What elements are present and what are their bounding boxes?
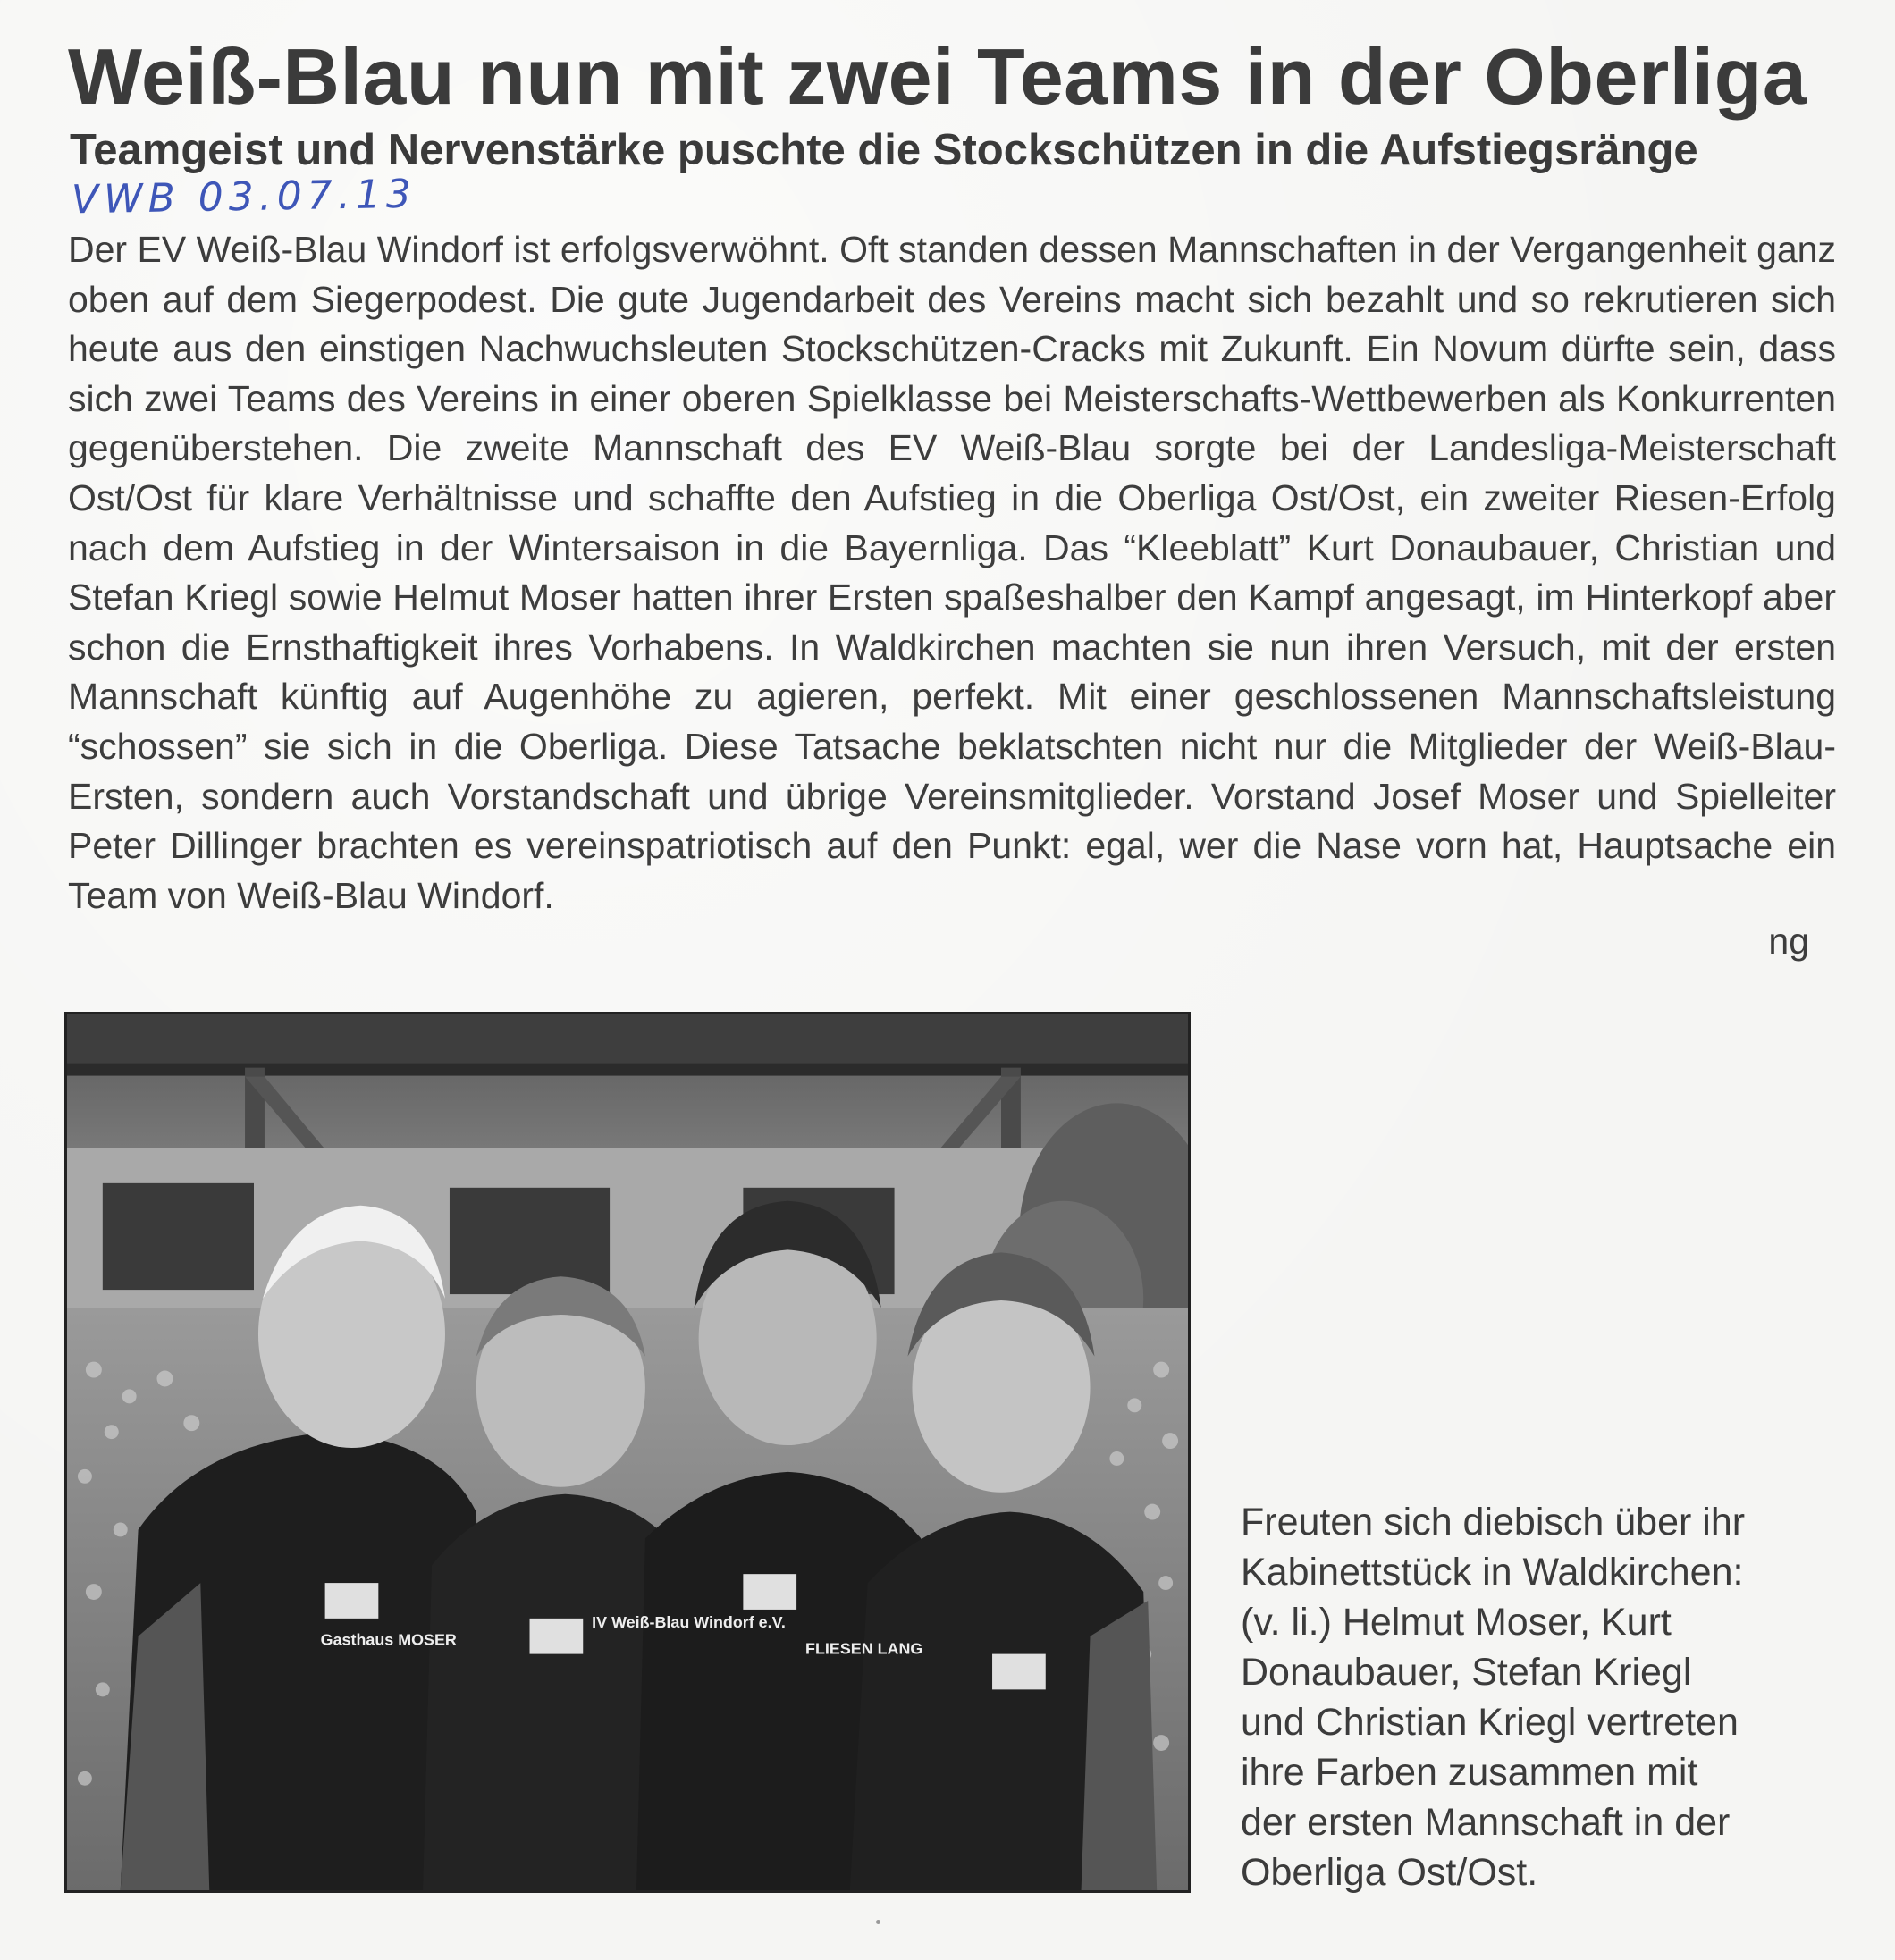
photo-caption (1241, 1497, 1866, 1897)
caption-line: der ersten Mannschaft in der (1241, 1801, 1731, 1844)
caption-line: und Christian Kriegl vertreten (1241, 1701, 1739, 1744)
caption-line: Donaubauer, Stefan Kriegl (1241, 1651, 1692, 1694)
article-body: Der EV Weiß-Blau Windorf ist erfolgsverwöhnt. Oft standen dessen Mannschaften in der Vergangenheit ganz oben auf dem Siegerpodest. Die gute Jugendarbeit des Vereins macht sich bezahlt und so rekrutieren sich heute aus den einstigen Nachwuchsleuten Stockschützen-Cracks mit Zukunft. Ein Novum dürfte sein, dass sich zwei Teams des Vereins in einer oberen Spielklasse bei Meisterschafts-Wettbewerben als Konkurrenten gegenüberstehen. Die zweite Mannschaft des EV Weiß-Blau sorgte bei der Landesliga-Meisterschaft Ost/Ost für klare Verhältnisse und schaffte den Aufstieg in die Oberliga Ost/Ost, ein zweiter Riesen-Erfolg nach dem Aufstieg in der Wintersaison in die Bayernliga. Das “Kleeblatt” Kurt Donaubauer, Christian und Stefan Kriegl sowie Helmut Moser hatten ihrer Ersten spaßeshalber den Kampf angesagt, im Hinterkopf aber schon die Ernsthaftigkeit ihres Vorhabens. In Waldkirchen machten sie nun ihren Versuch, mit der ersten Mannschaft künftig auf Augenhöhe zu agieren, perfekt. Mit einer geschlossenen Mannschaftsleistung “schossen” sie sich in die Oberliga. Diese Tatsache beklatschten nicht nur die Mitglieder der Weiß-Blau-Ersten, sondern auch Vorstandschaft und übrige Vereinsmitglieder. Vorstand Josef Moser und Spielleiter Peter Dillinger brachten es vereinspatriotisch auf den Punkt: egal, wer die Nase vorn hat, Hauptsache ein Team von Weiß-Blau Windorf. (68, 229, 1836, 916)
jersey-print-2: FLIESEN LANG (805, 1639, 923, 1658)
article-headline: Weiß-Blau nun mit zwei Teams in der Oberliga (68, 32, 1807, 121)
caption-line: ihre Farben zusammen mit (1241, 1751, 1698, 1794)
team-photo-illustration (67, 1014, 1188, 1890)
caption-line: Kabinettstück in Waldkirchen: (1241, 1551, 1744, 1594)
handwritten-date-note: VWB 03.07.13 (71, 171, 417, 223)
team-photo (64, 1012, 1191, 1893)
caption-line: Oberliga Ost/Ost. (1241, 1851, 1538, 1894)
article-subheadline: Teamgeist und Nervenstärke puschte die Stockschützen in die Aufstiegsränge (70, 126, 1698, 174)
author-initials: ng (1768, 921, 1809, 962)
caption-line: (v. li.) Helmut Moser, Kurt (1241, 1601, 1672, 1644)
jersey-print-1: Gasthaus MOSER (320, 1630, 457, 1649)
jersey-print-0: IV Weiß-Blau Windorf e.V. (592, 1612, 786, 1631)
scan-speck (876, 1920, 880, 1924)
caption-line: Freuten sich diebisch über ihr (1241, 1501, 1746, 1544)
